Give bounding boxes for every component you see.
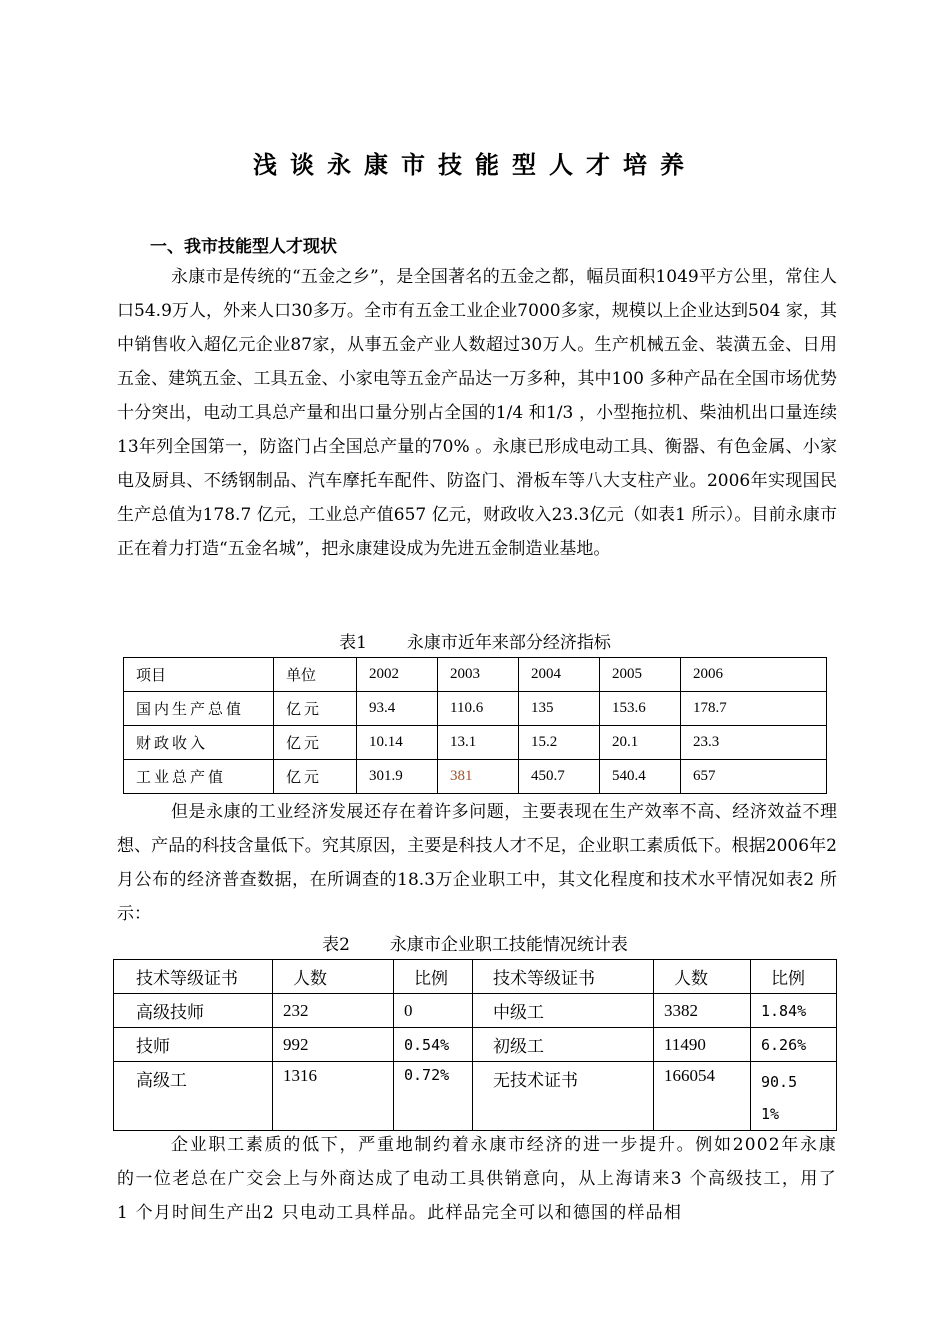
table-cell: 6.26% <box>751 1028 837 1062</box>
table-header-cell: 2003 <box>438 658 519 692</box>
table-header-cell: 项目 <box>124 658 274 692</box>
table-row <box>114 994 837 1028</box>
document-title: 浅谈永康市技能型人才培养 <box>253 151 697 179</box>
table-cell: 中级工 <box>473 994 654 1028</box>
table-cell: 450.7 <box>519 760 600 794</box>
table-cell: 10.14 <box>357 726 438 760</box>
paragraph-problems: 但是永康的工业经济发展还存在着许多问题，主要表现在生产效率不高、经济效益不理想、产品的科技含量低下。究其原因，主要是科技人才不足，企业职工素质低下。根据2006年2 月公布的经济普查数据，在所调查的18.3万企业职工中，其文化程度和技术水平情况如表2 所示： <box>117 802 837 924</box>
table1-caption-text: 永康市近年来部分经济指标 <box>406 633 611 653</box>
table-cell: 11490 <box>654 1028 751 1062</box>
economic-indicators-table <box>123 657 827 794</box>
table1-caption-label: 表1 <box>339 633 367 653</box>
highlighted-table-cell: 381 <box>438 760 519 794</box>
table-row <box>124 692 827 726</box>
table-header-cell: 比例 <box>751 960 837 994</box>
table-cell: 110.6 <box>438 692 519 726</box>
table-cell: 工业总产值 <box>124 760 274 794</box>
table-cell: 153.6 <box>600 692 681 726</box>
table-header-cell: 2006 <box>681 658 827 692</box>
table-header-cell: 单位 <box>274 658 357 692</box>
table2-caption-label: 表2 <box>322 935 350 955</box>
table-cell: 93.4 <box>357 692 438 726</box>
table-cell: 135 <box>519 692 600 726</box>
paragraph-example: 企业职工素质的低下，严重地制约着永康市经济的进一步提升。例如2002年永康的一位老总在广交会上与外商达成了电动工具供销意向，从上海请来3 个高级技工，用了1 个月时间生产出2 只电动工具样品。此样品完全可以和德国的样品相 <box>117 1135 837 1223</box>
table-row <box>114 1028 837 1062</box>
table-cell: 0 <box>394 994 473 1028</box>
table-cell: 13.1 <box>438 726 519 760</box>
table-header-cell: 2005 <box>600 658 681 692</box>
paragraph-overview: 永康市是传统的“五金之乡”，是全国著名的五金之都，幅员面积1049平方公里，常住人口54.9万人，外来人口30多万。全市有五金工业企业7000多家，规模以上企业达到504 家，其中销售收入超亿元企业87家，从事五金产业人数超过30万人。生产机械五金、装潢五金、日用五金、建筑五金、工具五金、小家电等五金产品达一万多种，其中100 多种产品在全国市场优势十分突出，电动工具总产量和出口量分别占全国的1/4 和1/3 ，小型拖拉机、柴油机出口量连续13年列全国第一，防盗门占全国总产量的70% 。永康已形成电动工具、衡器、有色金属、小家电及厨具、不绣钢制品、汽车摩托车配件、防盗门、滑板车等八大支柱产业。2006年实现国民生产总值为178.7 亿元，工业总产值657 亿元，财政收入23.3亿元（如表1 所示）。目前永康市正在着力打造“五金名城”，把永康建设成为先进五金制造业基地。 <box>117 267 837 559</box>
table-cell: 财政收入 <box>124 726 274 760</box>
table2-caption <box>0 930 950 955</box>
table-cell: 亿元 <box>274 760 357 794</box>
table-cell: 高级工 <box>114 1062 273 1131</box>
table-header-cell: 人数 <box>654 960 751 994</box>
table-cell: 1316 <box>273 1062 394 1131</box>
table-header-row <box>114 960 837 994</box>
table-cell: 初级工 <box>473 1028 654 1062</box>
table-header-cell: 技术等级证书 <box>473 960 654 994</box>
table-cell: 亿元 <box>274 726 357 760</box>
table1-caption <box>0 628 950 653</box>
table-cell: 国内生产总值 <box>124 692 274 726</box>
worker-skills-table <box>113 959 837 1131</box>
table-cell: 亿元 <box>274 692 357 726</box>
table-cell: 178.7 <box>681 692 827 726</box>
table-row <box>124 726 827 760</box>
table-cell: 166054 <box>654 1062 751 1131</box>
table-row <box>124 760 827 794</box>
table-header-cell: 人数 <box>273 960 394 994</box>
table-cell: 0.72% <box>394 1062 473 1131</box>
table-cell: 657 <box>681 760 827 794</box>
table-header-row <box>124 658 827 692</box>
table-cell: 技师 <box>114 1028 273 1062</box>
table-cell: 15.2 <box>519 726 600 760</box>
table-header-cell: 技术等级证书 <box>114 960 273 994</box>
table-cell: 992 <box>273 1028 394 1062</box>
section-heading: 一、我市技能型人才现状 <box>150 237 337 257</box>
table-header-cell: 比例 <box>394 960 473 994</box>
table-cell: 3382 <box>654 994 751 1028</box>
table-cell: 高级技师 <box>114 994 273 1028</box>
table-cell: 23.3 <box>681 726 827 760</box>
table-cell: 540.4 <box>600 760 681 794</box>
table-cell: 301.9 <box>357 760 438 794</box>
wrapped-percentage: 90.51% <box>761 1073 798 1123</box>
table-cell: 无技术证书 <box>473 1062 654 1131</box>
table-cell <box>751 1062 837 1131</box>
table-header-cell: 2002 <box>357 658 438 692</box>
table-row <box>114 1062 837 1131</box>
table2-caption-text: 永康市企业职工技能情况统计表 <box>389 935 628 955</box>
table-cell: 232 <box>273 994 394 1028</box>
table-cell: 0.54% <box>394 1028 473 1062</box>
table-header-cell: 2004 <box>519 658 600 692</box>
table-cell: 20.1 <box>600 726 681 760</box>
table-cell: 1.84% <box>751 994 837 1028</box>
